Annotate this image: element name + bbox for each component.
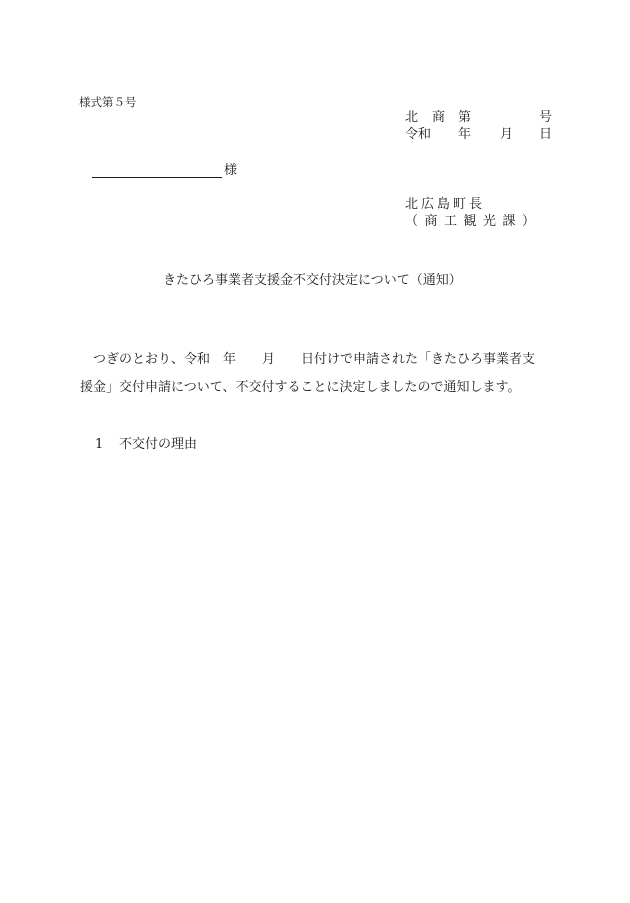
section-number: 1 (95, 437, 104, 452)
date-era: 令和 (405, 127, 432, 142)
form-number: 様式第５号 (79, 95, 137, 109)
body-line-2: 援金」交付申請について、不交付することに決定しましたので通知します。 (80, 380, 521, 395)
document-title: きたひろ事業者支援金不交付決定について（通知） (163, 273, 462, 288)
section-label: 不交付の理由 (119, 437, 198, 452)
reference-prefix-2: 商 (432, 110, 446, 125)
recipient-name-line (92, 177, 222, 178)
reference-prefix-1: 北 (405, 110, 419, 125)
date-year: 年 (458, 127, 472, 142)
issuer-title: 北広島町長 (405, 197, 486, 212)
reference-prefix-3: 第 (458, 110, 472, 125)
recipient-honorific: 様 (224, 163, 238, 178)
issue-date-row (405, 127, 551, 143)
date-month: 月 (500, 127, 514, 142)
body-paragraph (80, 346, 552, 402)
body-line-1: つぎのとおり、令和 年 月 日付けで申請された「きたひろ事業者支 (93, 352, 536, 367)
reference-number-row (405, 110, 551, 126)
issuer-department: （商工観光課） (405, 214, 542, 229)
date-day: 日 (539, 127, 553, 142)
section-reason (95, 437, 197, 453)
reference-number-suffix: 号 (539, 110, 553, 125)
